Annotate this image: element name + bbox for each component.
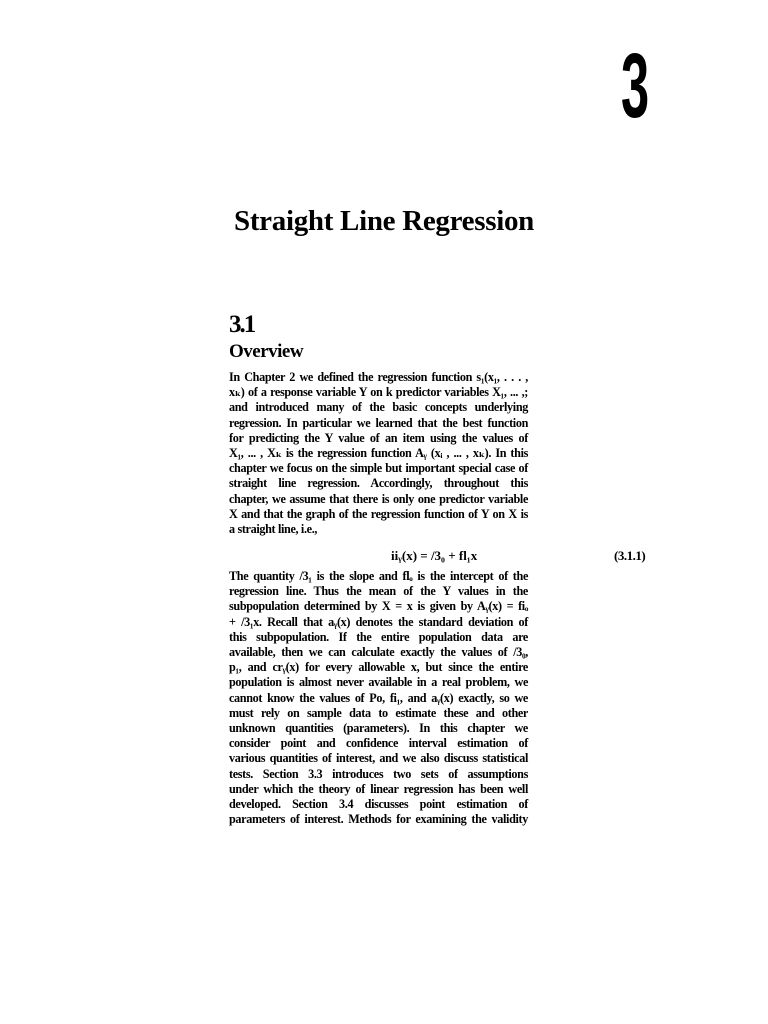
section-title: Overview	[229, 341, 304, 362]
text-line: unknown quantities (parameters). In this chapter we	[229, 721, 528, 736]
text-line: and introduced many of the basic concepts underlying	[229, 400, 528, 415]
text-line: p₁, and crᵧ(x) for every allowable x, but since the entire	[229, 660, 528, 675]
chapter-title: Straight Line Regression	[234, 205, 534, 237]
text-line: available, then we can calculate exactly the values of /3₀,	[229, 645, 528, 660]
text-line: + /3₁x. Recall that aᵧ(x) denotes the standard deviation of	[229, 614, 528, 629]
text-line: regression line. Thus the mean of the Y values in the	[229, 584, 528, 599]
text-line: a straight line, i.e.,	[229, 522, 318, 537]
text-line: tests. Section 3.3 introduces two sets of assumptions	[229, 766, 528, 781]
text-line: regression. In particular we learned that the best function	[229, 415, 528, 430]
text-line: for predicting the Y value of an item using the values of	[229, 430, 528, 445]
text-line: developed. Section 3.4 discusses point estimation of	[229, 797, 528, 812]
paragraph-intro	[229, 370, 528, 537]
text-line: subpopulation determined by X = x is given by Aᵧ(x) = fiₒ	[229, 599, 528, 614]
text-line: under which the theory of linear regression has been well	[229, 781, 528, 796]
text-line: consider point and confidence interval estimation of	[229, 736, 528, 751]
text-line: In Chapter 2 we defined the regression function s₁(x₁, . . . ,	[229, 370, 528, 384]
paragraph-body	[229, 569, 528, 827]
text-line: straight line regression. Accordingly, throughout this	[229, 476, 528, 491]
text-line: this subpopulation. If the entire population data are	[229, 629, 528, 644]
text-line: X₁, ... , Xₖ is the regression function Aᵧ (xᵢ , ... , xₖ). In this	[229, 446, 528, 461]
text-line: chapter we focus on the simple but important special case of	[229, 461, 528, 476]
text-line: various quantities of interest, and we also discuss statistical	[229, 751, 528, 766]
text-line: xₖ) of a response variable Y on k predictor variables X₁, ... ,;	[229, 385, 528, 400]
text-line: chapter, we assume that there is only one predictor variable	[229, 491, 528, 506]
text-line: X and that the graph of the regression function of Y on X is	[229, 506, 528, 521]
text-line: The quantity /3₁ is the slope and flₒ is the intercept of the	[229, 569, 528, 583]
chapter-number: 3	[621, 35, 650, 137]
equation-expression: iiᵧ(x) = /3₀ + fl₁x	[391, 548, 478, 563]
equation-label: (3.1.1)	[614, 548, 646, 563]
text-line: population is almost never available in a real problem, we	[229, 675, 528, 690]
text-line: parameters of interest. Methods for examining the validity	[229, 812, 528, 827]
text-line: cannot know the values of Po, fi₁, and aᵧ(x) exactly, so we	[229, 690, 528, 705]
text-line: must rely on sample data to estimate these and other	[229, 705, 528, 720]
section-number: 3.1	[229, 311, 255, 338]
